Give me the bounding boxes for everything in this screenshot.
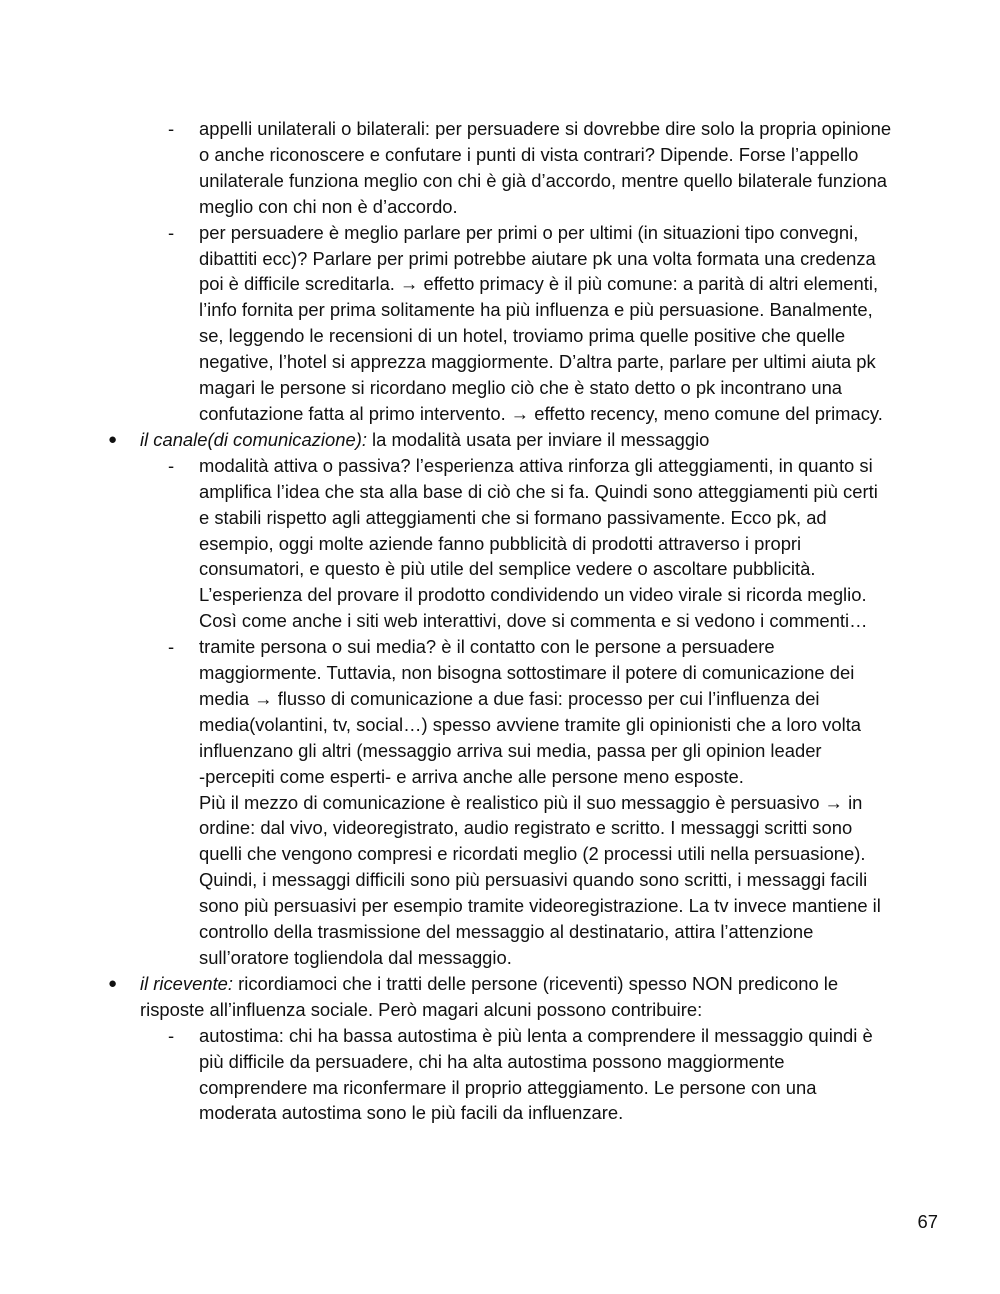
text-line: media(volantini, tv, social…) spesso avviene tramite gli opinionisti che a loro volta bbox=[199, 713, 862, 735]
text-line: negative, l’hotel si apprezza maggiormente. D’altra parte, parlare per ultimi aiuta pk bbox=[199, 351, 876, 373]
text-line: o anche riconoscere e confutare i punti di vista contrari? Dipende. Forse l’appello bbox=[199, 143, 859, 165]
text-line: influenzano gli altri (messaggio arriva sui media, passa per gli opinion leader bbox=[199, 739, 822, 761]
text-line: autostima: chi ha bassa autostima è più lenta a comprendere il messaggio quindi è bbox=[199, 1024, 873, 1046]
text-line: poi è difficile screditarla. → effetto primacy è il più comune: a parità di altri elementi, bbox=[199, 273, 879, 295]
text-line bbox=[140, 427, 950, 453]
sub-item-persona-media bbox=[0, 634, 944, 971]
text-line: dibattiti ecc)? Parlare per primi potrebbe aiutare pk una volta formata una credenza bbox=[199, 247, 876, 269]
sub-item-autostima bbox=[0, 1023, 944, 1127]
dash-marker: - bbox=[168, 221, 175, 243]
text-line: amplifica l’idea che sta alla base di ciò che si fa. Quindi sono atteggiamenti più certi bbox=[199, 480, 878, 502]
text-line: se, leggendo le recensioni di un hotel, troviamo prima quelle positive che quelle bbox=[199, 325, 846, 347]
text-line: l’info fornita per prima solitamente ha più influenza e più persuasione. Banalmente, bbox=[199, 299, 873, 321]
text-line: -percepiti come esperti- e arriva anche alle persone meno esposte. bbox=[199, 765, 744, 787]
text-line: controllo della trasmissione del messaggio al destinatario, attira l’attenzione bbox=[199, 921, 814, 943]
bullet-item-ricevente bbox=[0, 971, 950, 1023]
dash-marker: - bbox=[168, 118, 175, 139]
text-line: L’esperienza del provare il prodotto condividendo un video virale si ricorda meglio. bbox=[199, 584, 867, 606]
text-line: moderata autostima sono le più facili da influenzare. bbox=[199, 1102, 624, 1124]
text-line: tramite persona o sui media? è il contatto con le persone a persuadere bbox=[199, 636, 775, 658]
bullet-marker: ● bbox=[108, 974, 118, 992]
bullet-item-canale bbox=[0, 427, 950, 453]
sub-item-primi-ultimi bbox=[0, 220, 944, 427]
dash-marker: - bbox=[168, 1024, 175, 1046]
text-line: meglio con chi non è d’accordo. bbox=[199, 195, 458, 217]
text-line: appelli unilaterali o bilaterali: per persuadere si dovrebbe dire solo la propria opinione bbox=[199, 118, 892, 139]
text-line: consumatori, e questo è più utile del semplice vedere o ascoltare pubblicità. bbox=[199, 558, 816, 580]
text-line: maggiormente. Tuttavia, non bisogna sottostimare il potere di comunicazione dei bbox=[199, 662, 855, 684]
bullet-heading: il ricevente: bbox=[140, 972, 234, 994]
text-line: più difficile da persuadere, chi ha alta autostima possono maggiormente bbox=[199, 1050, 785, 1072]
text-line: media → flusso di comunicazione a due fasi: processo per cui l’influenza dei bbox=[199, 687, 820, 709]
text-line: sull’oratore togliendola dal messaggio. bbox=[199, 947, 512, 968]
text-line: comprendere ma riconfermare il proprio atteggiamento. Le persone con una bbox=[199, 1076, 817, 1098]
text-line: magari le persone si ricordano meglio ciò che è stato detto o pk incontrano una bbox=[199, 377, 843, 399]
dash-marker: - bbox=[168, 636, 175, 658]
bullet-heading: il canale(di comunicazione): bbox=[140, 428, 367, 450]
text-line: sono più persuasivi per esempio tramite videoregistrazione. La tv invece mantiene il bbox=[199, 895, 881, 917]
text-line: quelli che vengono compresi e ricordati meglio (2 processi utili nella persuasione). bbox=[199, 843, 866, 865]
bullet-text: ricordiamoci che i tratti delle persone (riceventi) spesso NON predicono le bbox=[233, 972, 839, 994]
page-number: 67 bbox=[917, 1211, 938, 1232]
sub-item-appelli bbox=[0, 116, 944, 220]
text-line: modalità attiva o passiva? l’esperienza attiva rinforza gli atteggiamenti, in quanto si bbox=[199, 454, 873, 476]
bullet-text: la modalità usata per inviare il messaggio bbox=[366, 428, 710, 450]
text-line bbox=[140, 971, 950, 997]
text-line: confutazione fatta al primo intervento. → effetto recency, meno comune del primacy. bbox=[199, 402, 883, 424]
text-line: esempio, oggi molte aziende fanno pubblicità di prodotti attraverso i propri bbox=[199, 532, 802, 554]
text-line: Così come anche i siti web interattivi, dove si commenta e si vedono i commenti… bbox=[199, 610, 868, 632]
text-line: risposte all’influenza sociale. Però magari alcuni possono contribuire: bbox=[140, 998, 703, 1020]
text-line: Più il mezzo di comunicazione è realistico più il suo messaggio è persuasivo → in bbox=[199, 791, 863, 813]
text-line: ordine: dal vivo, videoregistrato, audio registrato e scritto. I messaggi scritti sono bbox=[199, 817, 853, 839]
dash-marker: - bbox=[168, 454, 175, 476]
text-line: e stabili rispetto agli atteggiamenti che si formano passivamente. Ecco pk, ad bbox=[199, 506, 827, 528]
text-line: unilaterale funziona meglio con chi è già d’accordo, mentre quello bilaterale funziona bbox=[199, 169, 888, 191]
document-body bbox=[0, 116, 1000, 1126]
bullet-marker: ● bbox=[108, 430, 118, 448]
text-line: per persuadere è meglio parlare per primi o per ultimi (in situazioni tipo convegni, bbox=[199, 221, 859, 243]
sub-item-attiva-passiva bbox=[0, 453, 944, 634]
text-line: Quindi, i messaggi difficili sono più persuasivi quando sono scritti, i messaggi facili bbox=[199, 869, 868, 891]
